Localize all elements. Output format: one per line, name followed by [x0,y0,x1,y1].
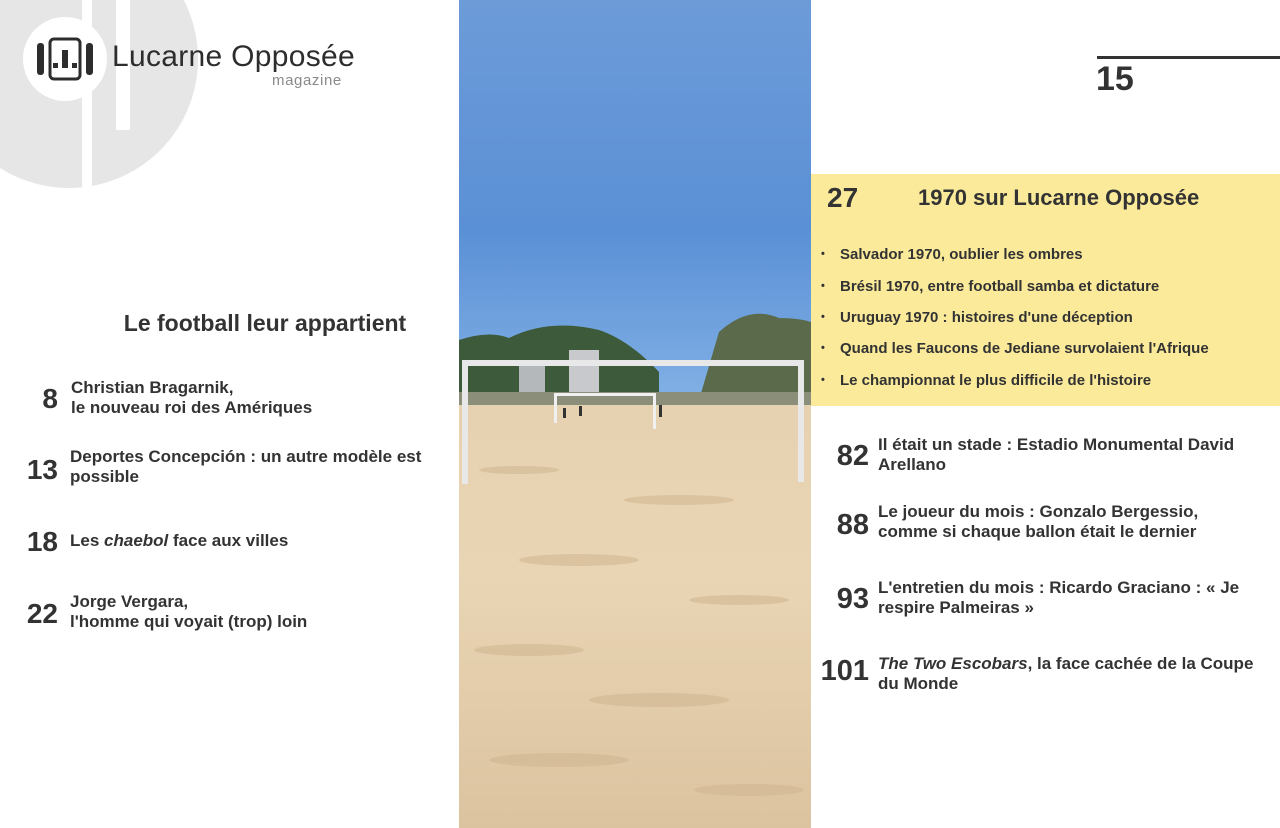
entry-title: Les chaebol face aux villes [70,531,289,550]
page-number-label: 101 [820,655,869,687]
bullet-icon: • [821,311,825,323]
entry-title: Le joueur du mois : Gonzalo Bergessio, comme si chaque ballon était le dernier [878,502,1199,541]
page-number-label: 8 [42,383,58,414]
bullet-icon: • [821,248,825,260]
feature-list-item[interactable]: • Brésil 1970, entre football samba et dictature [821,278,1160,295]
feature-page-number: 27 [827,182,859,213]
entry-title: Deportes Concepción : un autre modèle est possible [70,447,422,486]
brand-subtitle: magazine [272,72,342,89]
feature-list-item[interactable]: • Uruguay 1970 : histoires d'une déception [821,309,1133,326]
entry-title: Christian Bragarnik, le nouveau roi des Amériques [71,378,313,417]
page-number-label: 93 [836,583,869,615]
page-number-label: 88 [836,509,869,541]
page-number: 15 [1096,60,1134,98]
section-title: Le football leur appartient [123,310,407,336]
bullet-icon: • [821,374,825,386]
entry-title: Il était un stade : Estadio Monumental David Arellano [878,435,1235,474]
bullet-icon: • [821,342,825,354]
logo-icon [23,17,107,101]
page-number-label: 18 [26,526,58,557]
feature-list-item[interactable]: • Salvador 1970, oublier les ombres [821,246,1083,263]
page-number-label: 22 [26,598,58,629]
entry-title: Jorge Vergara, l'homme qui voyait (trop) loin [70,592,308,631]
feature-list-item[interactable]: • Le championnat le plus difficile de l'histoire [821,372,1152,389]
feature-list-item[interactable]: • Quand les Faucons de Jediane survolaient l'Afrique [821,340,1209,357]
entry-title: L'entretien du mois : Ricardo Graciano : « Je respire Palmeiras » [878,578,1240,617]
beach-football-goal-photo [459,0,811,828]
page-number-rule [1097,56,1280,59]
beach-photo [459,0,811,828]
page-number-label: 82 [836,440,869,472]
brand-name: Lucarne Opposée [112,40,356,73]
page-number-label: 13 [26,454,58,485]
feature-box [811,174,1280,406]
feature-title: 1970 sur Lucarne Opposée [918,185,1200,210]
bullet-icon: • [821,280,825,292]
entry-title: The Two Escobars, la face cachée de la Coupe du Monde [878,654,1254,693]
